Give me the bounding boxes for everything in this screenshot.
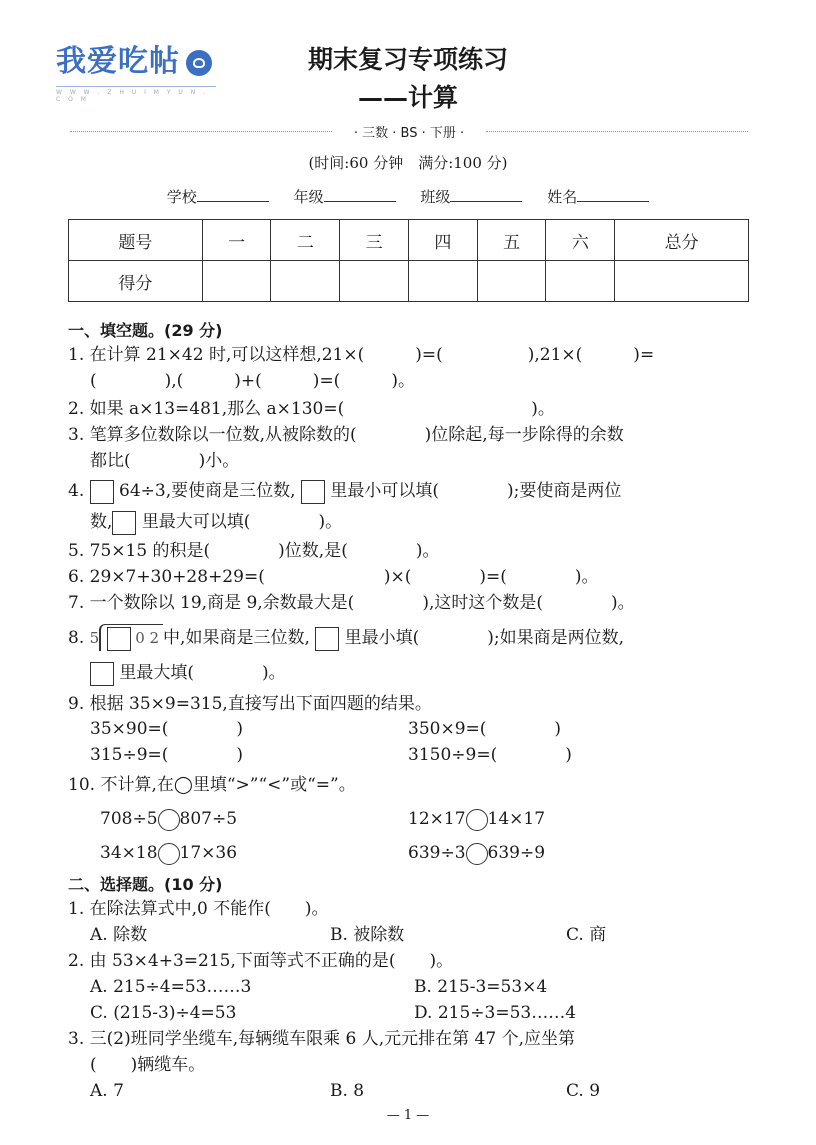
table-cell: 得分 (69, 261, 203, 302)
question: 1. 在计算 21×42 时,可以这样想,21×( )=( ),21×( )= (68, 345, 655, 365)
table-cell: 六 (546, 220, 615, 261)
name-field[interactable] (577, 187, 649, 202)
answer-box[interactable] (112, 511, 136, 535)
compare-circle[interactable] (466, 809, 488, 831)
score-cell[interactable] (340, 261, 409, 302)
compare-circle[interactable] (466, 843, 488, 865)
class-label: 班级 (420, 188, 451, 206)
compare-item (408, 840, 545, 866)
section-heading: 一、填空题。(29 分) (68, 321, 223, 340)
calc-item: 315÷9=( ) (90, 745, 244, 765)
question-text: 里最小可以填( );要使商是两位 (330, 481, 622, 501)
question: 6. 29×7+30+28+29=( )×( )=( )。 (68, 567, 599, 587)
question-text: 中,如果商是三位数, (163, 628, 310, 648)
table-cell: 三 (340, 220, 409, 261)
compare-item (408, 806, 545, 832)
table-cell: 二 (271, 220, 340, 261)
question-text: 里最大填( )。 (119, 663, 286, 683)
question-text: 里最小填( );如果商是两位数, (344, 628, 625, 648)
school-label: 学校 (166, 188, 197, 206)
question: ( )辆缆车。 (90, 1055, 206, 1075)
info-fields (0, 186, 816, 207)
question: ( ),( )+( )=( )。 (90, 371, 415, 391)
dividend-tail: 0 2 (135, 629, 160, 647)
answer-box[interactable] (107, 627, 131, 651)
table-cell: 四 (408, 220, 477, 261)
question: 2. 由 53×4+3=215,下面等式不正确的是( )。 (68, 951, 454, 971)
time-info: (时间:60 分钟 满分:100 分) (308, 154, 508, 172)
question: 3. 三(2)班同学坐缆车,每辆缆车限乘 6 人,元元排在第 47 个,应坐第 (68, 1029, 575, 1049)
compare-circle[interactable] (158, 843, 180, 865)
grade-label: · 三数 · BS · 下册 · (353, 126, 465, 141)
expr-left: 639÷3 (408, 843, 466, 863)
answer-box[interactable] (301, 480, 325, 504)
table-row (69, 220, 749, 261)
school-field[interactable] (197, 187, 269, 202)
table-cell: 总分 (615, 220, 749, 261)
option[interactable]: D. 215÷3=53……4 (414, 1003, 577, 1023)
question-number: 8. (68, 628, 85, 648)
expr-right: 807÷5 (179, 809, 238, 829)
logo-url: W W W . Z H U I M Y U N . C O M (56, 86, 216, 103)
divisor: 5 (89, 629, 100, 647)
option[interactable]: C. 9 (566, 1081, 601, 1101)
score-cell[interactable] (477, 261, 546, 302)
expr-right: 639÷9 (487, 843, 546, 863)
question (68, 478, 621, 504)
calc-item: 35×90=( ) (90, 719, 244, 739)
score-cell[interactable] (271, 261, 340, 302)
compare-circle[interactable] (158, 809, 180, 831)
option[interactable]: B. 被除数 (330, 925, 405, 945)
division-bracket (99, 624, 163, 651)
expr-left: 708÷5 (100, 809, 158, 829)
grade-field[interactable] (324, 187, 396, 202)
score-cell[interactable] (408, 261, 477, 302)
grade-line (70, 122, 748, 140)
logo-text: 我爱吃帖 (56, 44, 180, 79)
question-text: 数, (90, 512, 113, 532)
answer-box[interactable] (90, 480, 114, 504)
question-text: 里最大可以填( )。 (141, 512, 343, 532)
question: 5. 75×15 的积是( )位数,是( )。 (68, 541, 440, 561)
table-cell: 五 (477, 220, 546, 261)
question: 9. 根据 35×9=315,直接写出下面四题的结果。 (68, 694, 432, 714)
question (90, 660, 286, 686)
option[interactable]: B. 215-3=53×4 (414, 977, 548, 997)
question-text: 64÷3,要使商是三位数, (119, 481, 296, 501)
question-number: 4. (68, 481, 85, 501)
expr-right: 17×36 (179, 843, 238, 863)
answer-box[interactable] (315, 627, 339, 651)
option[interactable]: C. 商 (566, 925, 607, 945)
score-cell[interactable] (615, 261, 749, 302)
expr-right: 14×17 (487, 809, 546, 829)
option[interactable]: C. (215-3)÷4=53 (90, 1003, 237, 1023)
score-table (68, 219, 749, 302)
calc-item: 350×9=( ) (408, 719, 562, 739)
page-title: 期末复习专项练习 (307, 45, 508, 74)
section-heading: 二、选择题。(10 分) (68, 875, 223, 894)
compare-item (100, 840, 237, 866)
compare-item (100, 806, 237, 832)
expr-left: 12×17 (408, 809, 466, 829)
expr-left: 34×18 (100, 843, 158, 863)
question: 都比( )小。 (90, 451, 240, 471)
page-subtitle: ——计算 (357, 83, 458, 112)
question: 7. 一个数除以 19,商是 9,余数最大是( ),这时这个数是( )。 (68, 593, 635, 613)
question: 1. 在除法算式中,0 不能作( )。 (68, 899, 329, 919)
option[interactable]: B. 8 (330, 1081, 365, 1101)
calc-item: 3150÷9=( ) (408, 745, 572, 765)
name-label: 姓名 (547, 188, 578, 206)
class-field[interactable] (450, 187, 522, 202)
question: 10. 不计算,在◯里填“>”“<”或“=”。 (68, 775, 356, 795)
option[interactable]: A. 7 (90, 1081, 124, 1101)
table-row (69, 261, 749, 302)
answer-box[interactable] (90, 662, 114, 686)
question: 3. 笔算多位数除以一位数,从被除数的( )位除起,每一步除得的余数 (68, 425, 624, 445)
question (90, 509, 342, 535)
page-number: — 1 — (386, 1108, 430, 1123)
grade-field-label: 年级 (293, 188, 324, 206)
score-cell[interactable] (202, 261, 271, 302)
option[interactable]: A. 215÷4=53……3 (90, 977, 252, 997)
question: 2. 如果 a×13=481,那么 a×130=( )。 (68, 399, 555, 419)
table-cell: 题号 (69, 220, 203, 261)
option[interactable]: A. 除数 (90, 925, 148, 945)
table-cell: 一 (202, 220, 271, 261)
question (68, 624, 624, 651)
score-cell[interactable] (546, 261, 615, 302)
